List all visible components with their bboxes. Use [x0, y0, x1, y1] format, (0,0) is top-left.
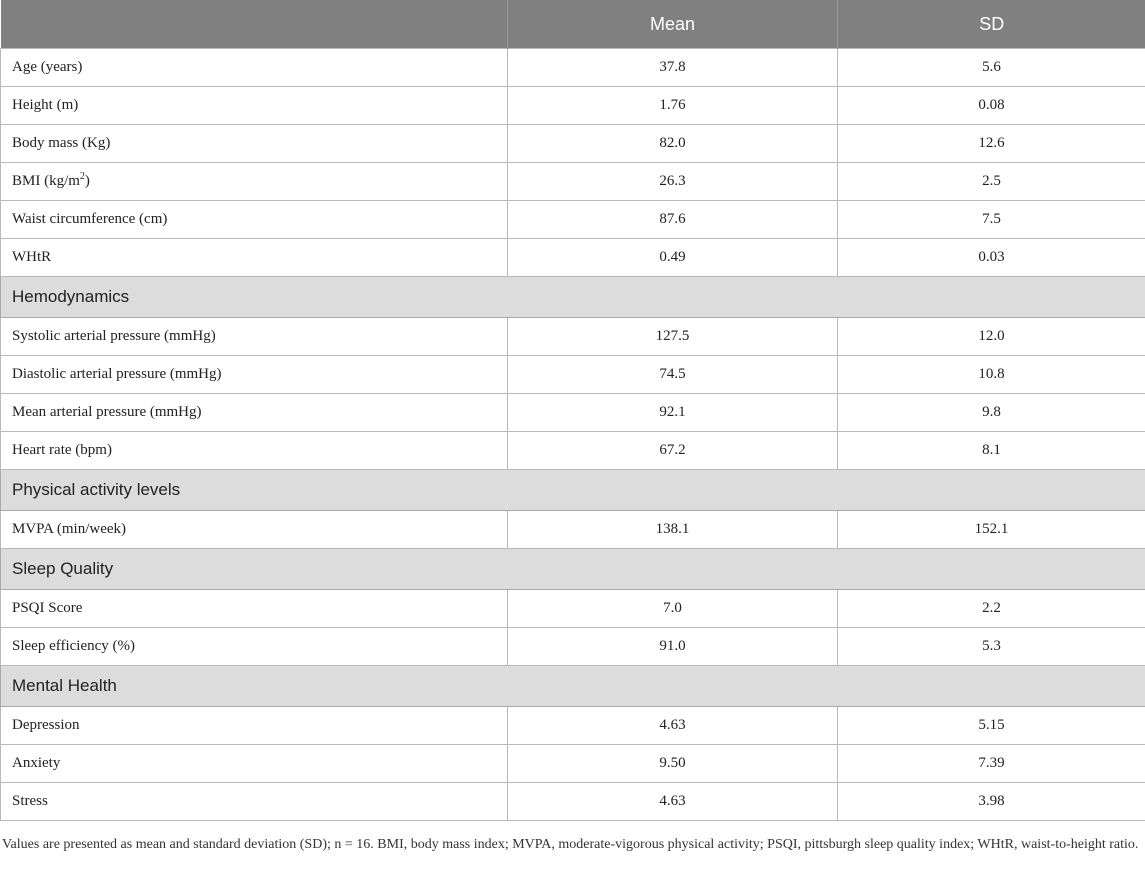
row-sd: 3.98 — [838, 783, 1145, 821]
row-sd: 12.0 — [838, 318, 1145, 356]
section-row-mental-health — [1, 666, 1145, 707]
section-title: Mental Health — [1, 666, 1145, 707]
row-sd: 2.5 — [838, 163, 1145, 201]
row-sd: 152.1 — [838, 511, 1145, 549]
row-sd: 2.2 — [838, 590, 1145, 628]
row-mean: 0.49 — [508, 239, 838, 277]
table-row — [1, 125, 1145, 163]
row-label: Height (m) — [1, 87, 508, 125]
table-footnote: Values are presented as mean and standard deviation (SD); n = 16. BMI, body mass index; MVPA, moderate-vigorous physical activity; PSQI, pittsburgh sleep quality index; WHtR, waist-to-height ratio. — [2, 837, 1139, 852]
section-title: Sleep Quality — [1, 549, 1145, 590]
row-label: WHtR — [1, 239, 508, 277]
row-sd: 10.8 — [838, 356, 1145, 394]
section-title: Physical activity levels — [1, 470, 1145, 511]
row-mean: 138.1 — [508, 511, 838, 549]
row-mean: 92.1 — [508, 394, 838, 432]
table-row — [1, 163, 1145, 201]
row-sd: 7.39 — [838, 745, 1145, 783]
table-row — [1, 394, 1145, 432]
row-label: Sleep efficiency (%) — [1, 628, 508, 666]
row-label: Diastolic arterial pressure (mmHg) — [1, 356, 508, 394]
table-row — [1, 201, 1145, 239]
row-label: Mean arterial pressure (mmHg) — [1, 394, 508, 432]
table-row — [1, 745, 1145, 783]
row-mean: 37.8 — [508, 49, 838, 87]
row-mean: 1.76 — [508, 87, 838, 125]
table-row — [1, 590, 1145, 628]
table-row — [1, 239, 1145, 277]
table-row — [1, 356, 1145, 394]
row-mean: 7.0 — [508, 590, 838, 628]
section-row-sleep-quality — [1, 549, 1145, 590]
row-label: Systolic arterial pressure (mmHg) — [1, 318, 508, 356]
row-sd: 5.15 — [838, 707, 1145, 745]
row-label: Body mass (Kg) — [1, 125, 508, 163]
bmi-label-superscript: 2 — [79, 171, 85, 182]
table-row — [1, 87, 1145, 125]
table-row — [1, 783, 1145, 821]
section-row-physical-activity — [1, 470, 1145, 511]
row-mean: 127.5 — [508, 318, 838, 356]
row-label: Depression — [1, 707, 508, 745]
row-mean: 82.0 — [508, 125, 838, 163]
header-variable — [1, 0, 508, 49]
header-mean: Mean — [508, 0, 838, 49]
row-label: PSQI Score — [1, 590, 508, 628]
row-mean: 74.5 — [508, 356, 838, 394]
table-row — [1, 628, 1145, 666]
row-mean: 9.50 — [508, 745, 838, 783]
row-sd: 12.6 — [838, 125, 1145, 163]
row-label: Age (years) — [1, 49, 508, 87]
row-label-bmi — [1, 163, 508, 201]
table-row — [1, 707, 1145, 745]
row-sd: 5.6 — [838, 49, 1145, 87]
row-mean: 67.2 — [508, 432, 838, 470]
table-header-row — [1, 0, 1145, 49]
row-label: Anxiety — [1, 745, 508, 783]
row-sd: 7.5 — [838, 201, 1145, 239]
bmi-label-text: BMI (kg/m — [12, 173, 80, 189]
row-sd: 0.08 — [838, 87, 1145, 125]
row-mean: 26.3 — [508, 163, 838, 201]
header-sd: SD — [838, 0, 1145, 49]
row-mean: 4.63 — [508, 783, 838, 821]
row-mean: 4.63 — [508, 707, 838, 745]
row-label: MVPA (min/week) — [1, 511, 508, 549]
bmi-label-close: ) — [84, 173, 90, 189]
row-mean: 87.6 — [508, 201, 838, 239]
table-row — [1, 318, 1145, 356]
row-label: Stress — [1, 783, 508, 821]
section-row-hemodynamics — [1, 277, 1145, 318]
table-row — [1, 49, 1145, 87]
row-sd: 0.03 — [838, 239, 1145, 277]
table-row — [1, 432, 1145, 470]
section-title: Hemodynamics — [1, 277, 1145, 318]
row-sd: 9.8 — [838, 394, 1145, 432]
table-row — [1, 511, 1145, 549]
row-sd: 8.1 — [838, 432, 1145, 470]
row-mean: 91.0 — [508, 628, 838, 666]
row-sd: 5.3 — [838, 628, 1145, 666]
row-label: Heart rate (bpm) — [1, 432, 508, 470]
row-label: Waist circumference (cm) — [1, 201, 508, 239]
